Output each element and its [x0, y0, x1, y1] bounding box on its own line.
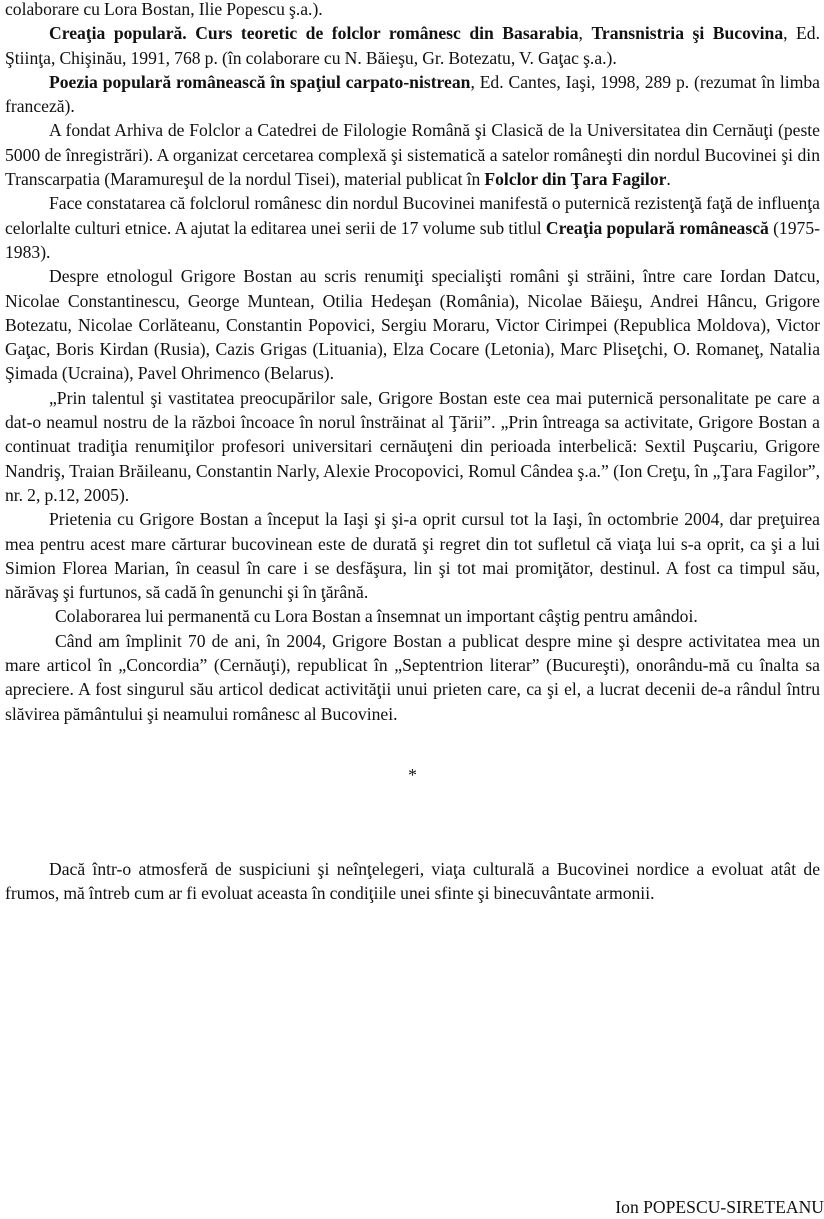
bibliography-entry-poezia-populara — [5, 70, 820, 119]
book-title: Folclor din Ţara Fagilor — [484, 169, 667, 190]
paragraph-folclor-nord-bucovina — [5, 191, 820, 264]
book-title-continued: Transnistria şi Bucovina — [591, 23, 784, 44]
paragraph-text: Când am împlinit 70 de ani, în 2004, Grigore Bostan a publicat despre mine şi despre activitatea mea un mare articol în „Concordia” (Cernăuţi), republicat în „Septentrion literar” (Bucureşti), onorându-mă cu înalta sa apreciere. A fost singurul său articol dedicat activităţii unui prieten care, ca şi el, a lucrat decenii de-a rândul întru slăvirea pământului şi neamului românesc al Bucovinei. — [5, 630, 820, 724]
book-title: Creaţia populară. Curs teoretic de folclor românesc din Basarabia — [49, 23, 579, 44]
paragraph-text: „Prin talentul şi vastitatea preocupărilor sale, Grigore Bostan este cea mai puternică personalitate pe care a dat-o neamul nostru de la război încoace în norul înstrăinat al Ţării”. „Prin întreaga sa activitate, Grigore Bostan a continuat tradiţia renumiţilor profesori universitari cernăuţeni din perioada interbelică: Sextil Puşcariu, Grigore Nandriş, Traian Brăileanu, Constantin Narly, Alexie Procopovici, Romul Cândea ş.a.” (Ion Creţu, în „Ţara Fagilor”, nr. 2, p.12, 2005). — [5, 387, 820, 505]
paragraph-text: A fondat Arhiva de Folclor a Catedrei de Filologie Română şi Clasică de la Universitatea din Cernăuţi (peste 5000 de înregistrări). A organizat cercetarea complexă şi sistematică a satelor româneşti din nordul Bucovinei şi din Transcarpatia (Maramureşul de la nordul Tisei), material publicat în — [5, 120, 820, 190]
bibliography-entry-creatia-populara — [5, 21, 820, 70]
paragraph-specialisti — [5, 264, 820, 385]
publication-details: , Ed. Cantes, Iaşi, 1998, 289 p. (rezumat în limba franceză). — [5, 71, 820, 117]
author-signature: Ion POPESCU-SIRETEANU — [615, 1197, 824, 1217]
paragraph-prietenia — [5, 507, 820, 604]
paragraph-citat-ion-cretu — [5, 386, 820, 507]
separator-text: , — [578, 23, 592, 44]
paragraph-text: Colaborarea lui permanentă cu Lora Bostan a însemnat un important câştig pentru amândoi. — [55, 606, 698, 627]
paragraph-text-end: . — [666, 169, 671, 190]
paragraph-concluzie — [5, 857, 820, 906]
book-title: Poezia populară românească în spaţiul carpato-nistrean — [49, 71, 471, 92]
paragraph-text: colaborare cu Lora Bostan, Ilie Popescu ş.a.). — [5, 0, 323, 19]
spacer — [5, 787, 820, 857]
paragraph-text: Dacă într-o atmosferă de suspiciuni şi neînţelegeri, viaţa culturală a Bucovinei nordice a evoluat atât de frumos, mă întreb cum ar fi evoluat aceasta în condiţiile unei sfinte şi binecuvântate armonii. — [5, 858, 820, 904]
paragraph-text: Despre etnologul Grigore Bostan au scris renumiţi specialişti români şi străini, între care Iordan Datcu, Nicolae Constantinescu, George Muntean, Otilia Hedeşan (România), Nicolae Băieşu, Andrei Hâncu, Grigore Botezatu, Nicolae Corlăteanu, Constantin Popovici, Sergiu Moraru, Victor Cirimpei (Republica Moldova), Victor Gaţac, Boris Kirdan (Rusia), Cazis Grigas (Lituania), Elza Cocare (Letonia), Marc Pliseţchi, O. Romaneţ, Natalia Şimada (Ucraina), Pavel Ohrimenco (Belarus). — [5, 266, 820, 384]
paragraph-text: Face constatarea că folclorul românesc din nordul Bucovinei manifestă o puternică rezistenţă faţă de influenţa celorlalte culturi etnice. A ajutat la editarea unei serii de 17 volume sub titlul — [5, 193, 820, 238]
paragraph-continuation — [5, 0, 820, 21]
publication-details: , Ed. Ştiinţa, Chişinău, 1991, 768 p. (în colaborare cu N. Băieşu, Gr. Botezatu, V. Gaţac ş.a.). — [5, 23, 820, 68]
paragraph-70-de-ani — [5, 629, 820, 726]
series-title: Creaţia populară românească — [545, 217, 769, 238]
document-body — [5, 0, 820, 906]
paragraph-arhiva-folclor — [5, 118, 820, 191]
paragraph-text-end: (1975-1983). — [5, 217, 820, 262]
paragraph-text: Prietenia cu Grigore Bostan a început la Iaşi şi şi-a oprit cursul tot la Iaşi, în octombrie 2004, dar preţuirea mea pentru acest mare cărturar bucovinean este de durată şi regret din tot sufletul că viaţa lui s-a oprit, ca şi a lui Simion Florea Marian, în ceasul în care i se desfăşura, lin şi tot mai promiţător, destinul. A fost ca timpul său, nărăvaş şi furtunos, să cadă în genunchi şi în ţărână. — [5, 509, 820, 603]
paragraph-colaborarea — [5, 604, 820, 628]
section-separator: * — [408, 764, 417, 785]
